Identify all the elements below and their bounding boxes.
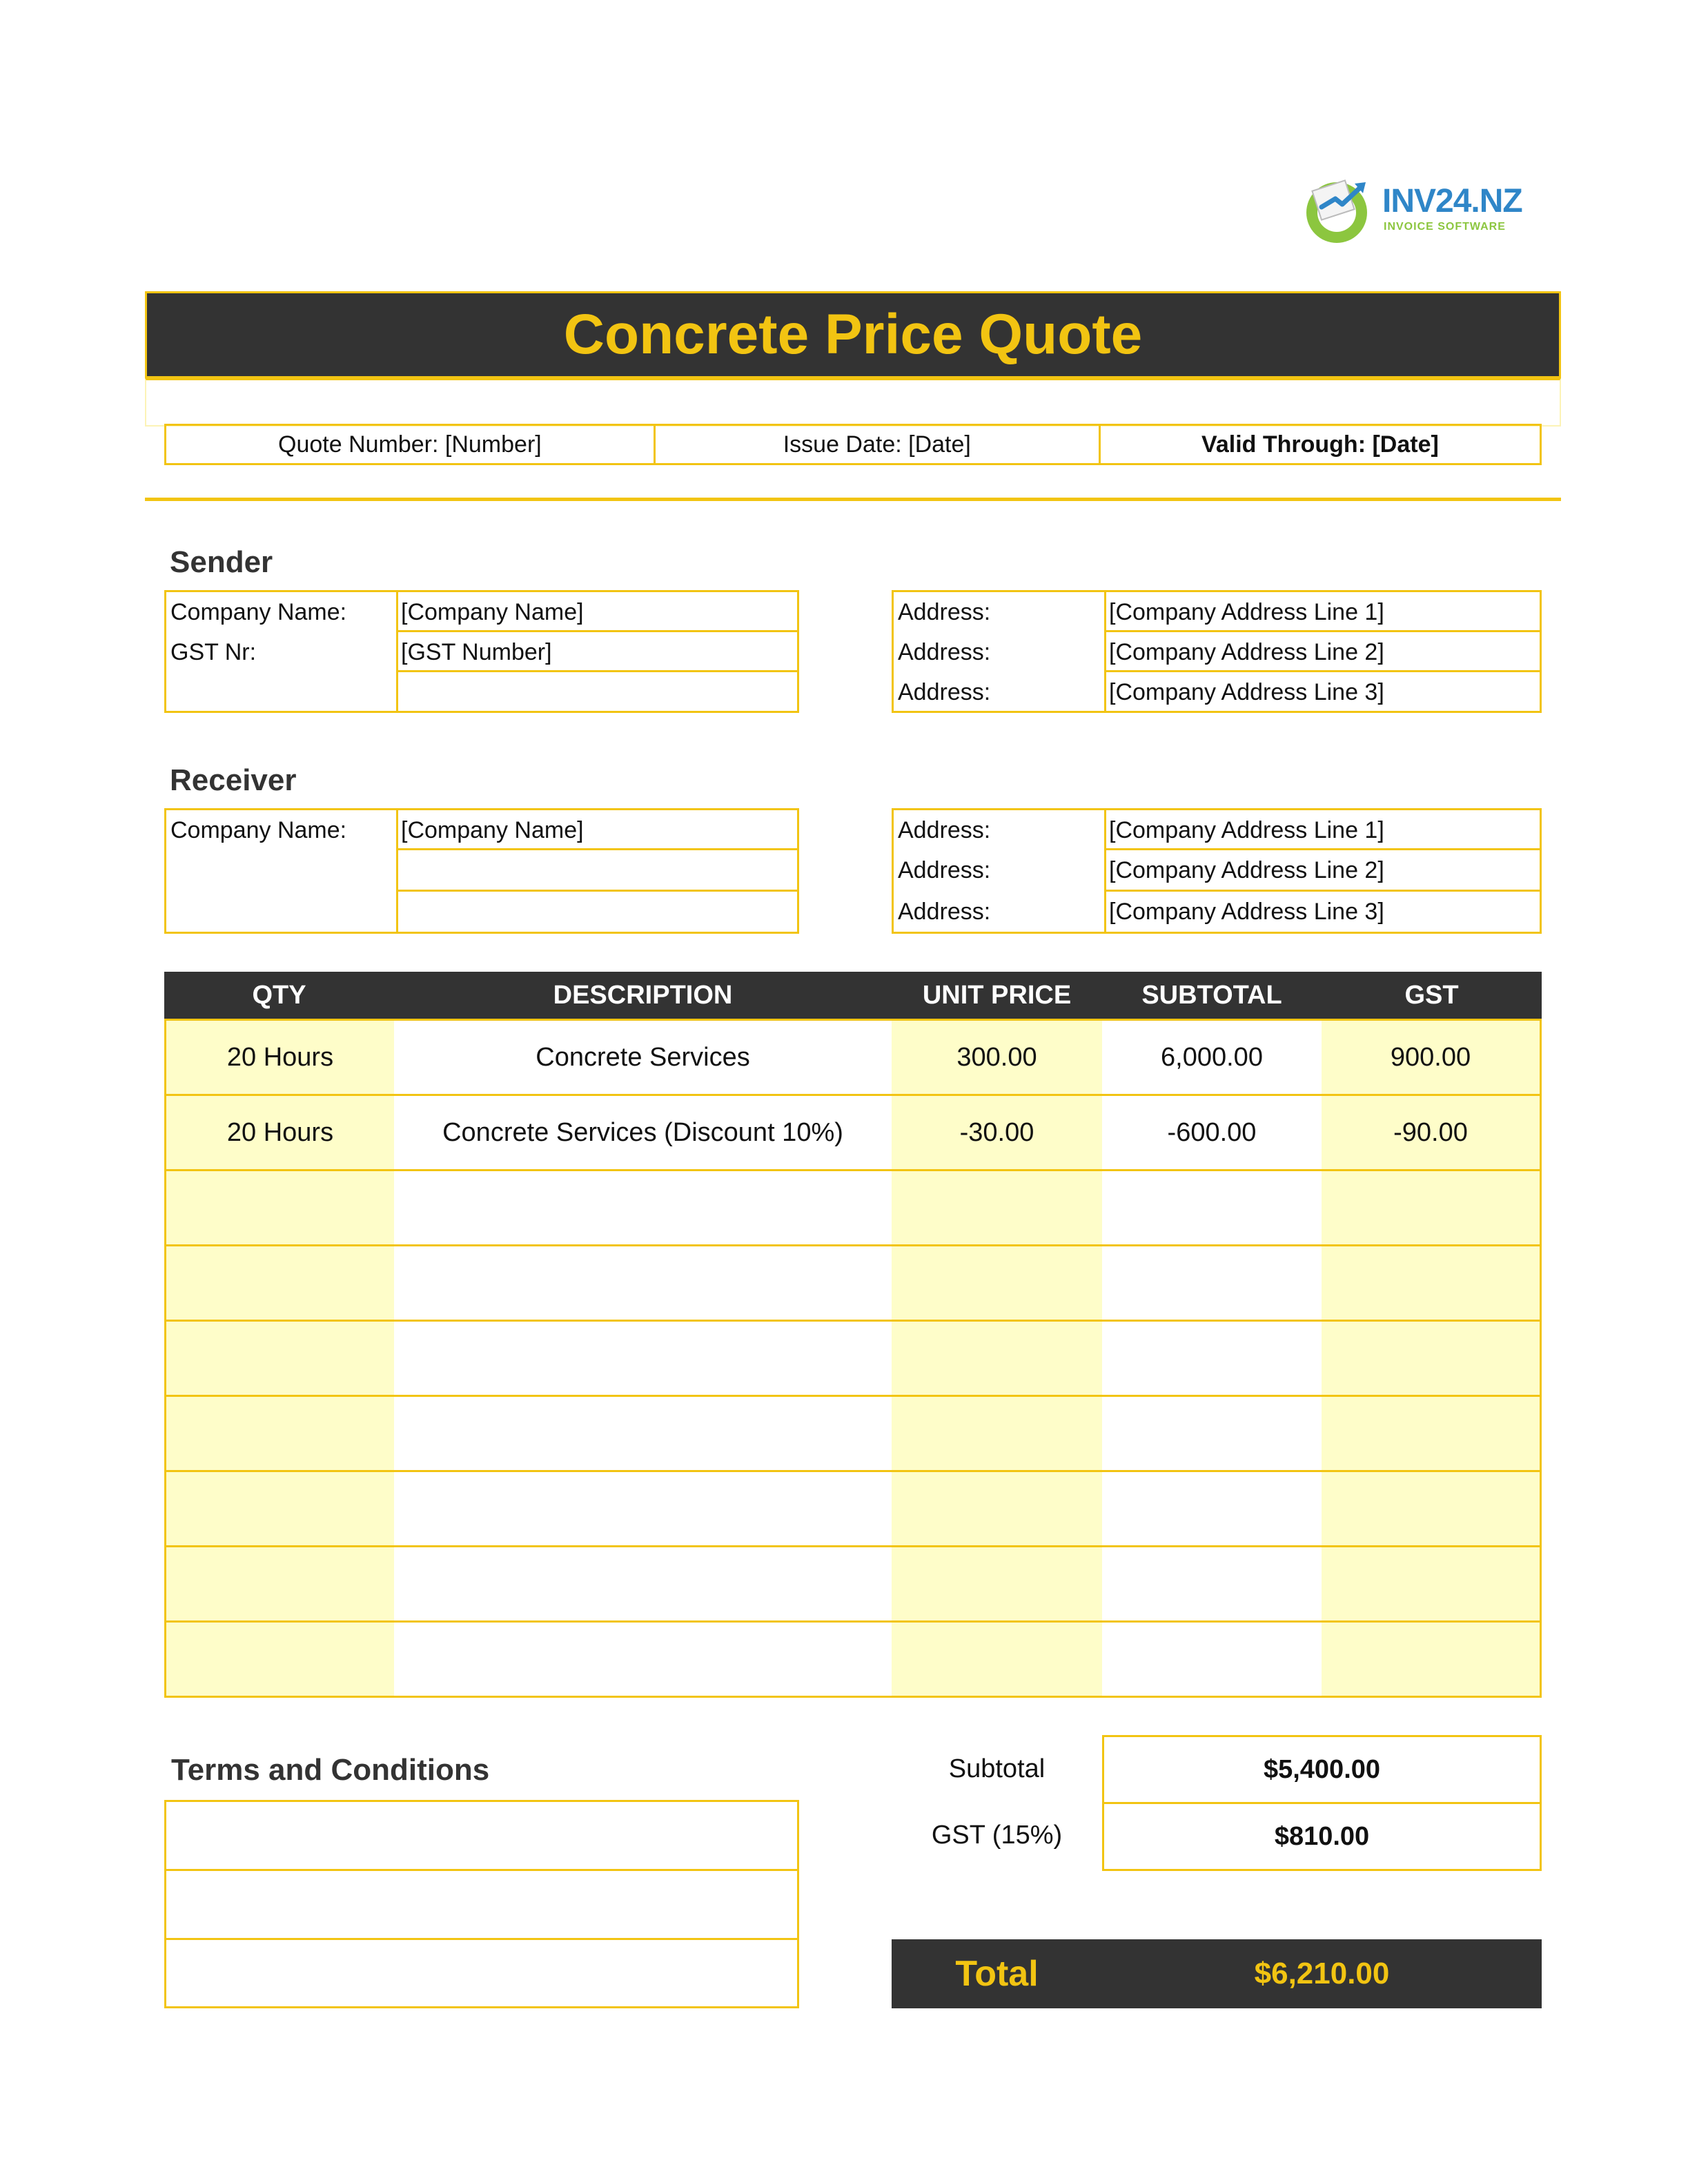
cell-gst[interactable] bbox=[1322, 1397, 1540, 1470]
cell-unit-price[interactable]: 300.00 bbox=[892, 1021, 1102, 1094]
cell-subtotal[interactable] bbox=[1102, 1397, 1322, 1470]
cell-qty[interactable] bbox=[166, 1547, 394, 1620]
cell-subtotal[interactable] bbox=[1102, 1246, 1322, 1320]
receiver-address-box bbox=[892, 808, 1542, 934]
receiver-address-line-1[interactable]: [Company Address Line 1] bbox=[1109, 817, 1384, 843]
cell-description[interactable] bbox=[394, 1472, 892, 1545]
cell-qty[interactable]: 20 Hours bbox=[166, 1096, 394, 1169]
cell-unit-price[interactable] bbox=[892, 1322, 1102, 1395]
receiver-company-box bbox=[164, 808, 799, 934]
cell-subtotal[interactable]: 6,000.00 bbox=[1102, 1021, 1322, 1094]
cell-description[interactable] bbox=[394, 1547, 892, 1620]
header-qty: QTY bbox=[252, 980, 306, 1010]
receiver-address-label-3: Address: bbox=[898, 899, 991, 925]
cell-qty[interactable] bbox=[166, 1397, 394, 1470]
brand-logo bbox=[1301, 171, 1529, 247]
cell-unit-price[interactable] bbox=[892, 1397, 1102, 1470]
sender-company-box bbox=[164, 590, 799, 713]
brand-tagline: INVOICE SOFTWARE bbox=[1384, 221, 1506, 233]
cell-gst[interactable] bbox=[1322, 1246, 1540, 1320]
sender-address-line-2[interactable]: [Company Address Line 2] bbox=[1109, 639, 1384, 665]
brand-name: INV24.NZ bbox=[1382, 183, 1522, 219]
items-table-header bbox=[164, 972, 1542, 1019]
gst-value: $810.00 bbox=[1102, 1802, 1542, 1871]
total-bar bbox=[892, 1939, 1542, 2008]
cell-unit-price[interactable] bbox=[892, 1623, 1102, 1696]
cell-qty[interactable] bbox=[166, 1322, 394, 1395]
sender-gst-value[interactable]: [GST Number] bbox=[401, 639, 552, 665]
cell-subtotal[interactable] bbox=[1102, 1547, 1322, 1620]
invoice-arrow-logo-icon bbox=[1301, 171, 1377, 247]
title-spacer bbox=[145, 378, 1561, 427]
sender-address-box bbox=[892, 590, 1542, 713]
cell-gst[interactable]: -90.00 bbox=[1322, 1096, 1540, 1169]
cell-qty[interactable] bbox=[166, 1246, 394, 1320]
cell-gst[interactable] bbox=[1322, 1623, 1540, 1696]
table-row bbox=[166, 1094, 1540, 1169]
total-label: Total bbox=[955, 1954, 1039, 1994]
quote-info-row bbox=[164, 424, 1542, 465]
header-gst: GST bbox=[1404, 980, 1459, 1010]
table-row bbox=[166, 1169, 1540, 1244]
title-bar bbox=[145, 291, 1561, 378]
sender-address-label-1: Address: bbox=[898, 599, 991, 625]
cell-description[interactable] bbox=[394, 1397, 892, 1470]
items-table bbox=[164, 972, 1542, 1698]
sender-address-line-3[interactable]: [Company Address Line 3] bbox=[1109, 679, 1384, 705]
receiver-address-line-2[interactable]: [Company Address Line 2] bbox=[1109, 857, 1384, 883]
cell-gst[interactable] bbox=[1322, 1322, 1540, 1395]
sender-company-label: Company Name: bbox=[170, 599, 347, 625]
cell-unit-price[interactable]: -30.00 bbox=[892, 1096, 1102, 1169]
subtotal-value: $5,400.00 bbox=[1102, 1735, 1542, 1804]
cell-subtotal[interactable] bbox=[1102, 1623, 1322, 1696]
sender-company-value[interactable]: [Company Name] bbox=[401, 599, 584, 625]
items-table-body bbox=[164, 1019, 1542, 1698]
receiver-address-label-2: Address: bbox=[898, 857, 991, 883]
terms-box[interactable] bbox=[164, 1800, 799, 2008]
total-value: $6,210.00 bbox=[1254, 1957, 1390, 1990]
receiver-company-value[interactable]: [Company Name] bbox=[401, 817, 584, 843]
cell-unit-price[interactable] bbox=[892, 1547, 1102, 1620]
table-row bbox=[166, 1019, 1540, 1094]
cell-qty[interactable] bbox=[166, 1472, 394, 1545]
gst-label: GST (15%) bbox=[931, 1821, 1063, 1850]
receiver-company-label: Company Name: bbox=[170, 817, 347, 843]
subtotal-label: Subtotal bbox=[948, 1754, 1046, 1783]
cell-subtotal[interactable]: -600.00 bbox=[1102, 1096, 1322, 1169]
terms-heading: Terms and Conditions bbox=[171, 1753, 490, 1787]
cell-qty[interactable]: 20 Hours bbox=[166, 1021, 394, 1094]
cell-description[interactable] bbox=[394, 1246, 892, 1320]
cell-unit-price[interactable] bbox=[892, 1246, 1102, 1320]
sender-address-line-1[interactable]: [Company Address Line 1] bbox=[1109, 599, 1384, 625]
page-title: Concrete Price Quote bbox=[563, 303, 1143, 366]
cell-gst[interactable]: 900.00 bbox=[1322, 1021, 1540, 1094]
cell-qty[interactable] bbox=[166, 1171, 394, 1244]
cell-unit-price[interactable] bbox=[892, 1171, 1102, 1244]
cell-gst[interactable] bbox=[1322, 1472, 1540, 1545]
cell-description[interactable] bbox=[394, 1171, 892, 1244]
receiver-heading: Receiver bbox=[170, 763, 297, 797]
cell-description[interactable] bbox=[394, 1623, 892, 1696]
cell-description[interactable]: Concrete Services bbox=[394, 1021, 892, 1094]
receiver-address-line-3[interactable]: [Company Address Line 3] bbox=[1109, 899, 1384, 925]
sender-address-label-3: Address: bbox=[898, 679, 991, 705]
table-row bbox=[166, 1470, 1540, 1545]
sender-heading: Sender bbox=[170, 545, 273, 579]
sender-address-label-2: Address: bbox=[898, 639, 991, 665]
table-row bbox=[166, 1620, 1540, 1696]
cell-subtotal[interactable] bbox=[1102, 1171, 1322, 1244]
cell-description[interactable] bbox=[394, 1322, 892, 1395]
table-row bbox=[166, 1320, 1540, 1395]
quote-number[interactable]: Quote Number: [Number] bbox=[166, 426, 656, 463]
cell-subtotal[interactable] bbox=[1102, 1322, 1322, 1395]
cell-subtotal[interactable] bbox=[1102, 1472, 1322, 1545]
cell-qty[interactable] bbox=[166, 1623, 394, 1696]
sender-gst-label: GST Nr: bbox=[170, 639, 257, 665]
section-divider bbox=[145, 498, 1561, 501]
cell-description[interactable]: Concrete Services (Discount 10%) bbox=[394, 1096, 892, 1169]
header-description: DESCRIPTION bbox=[553, 980, 733, 1010]
issue-date[interactable]: Issue Date: [Date] bbox=[656, 426, 1101, 463]
receiver-address-label-1: Address: bbox=[898, 817, 991, 843]
cell-gst[interactable] bbox=[1322, 1171, 1540, 1244]
valid-through[interactable]: Valid Through: [Date] bbox=[1201, 431, 1439, 458]
table-row bbox=[166, 1244, 1540, 1320]
table-row bbox=[166, 1395, 1540, 1470]
cell-gst[interactable] bbox=[1322, 1547, 1540, 1620]
header-unit-price: UNIT PRICE bbox=[922, 980, 1072, 1010]
table-row bbox=[166, 1545, 1540, 1620]
header-subtotal: SUBTOTAL bbox=[1141, 980, 1282, 1010]
cell-unit-price[interactable] bbox=[892, 1472, 1102, 1545]
